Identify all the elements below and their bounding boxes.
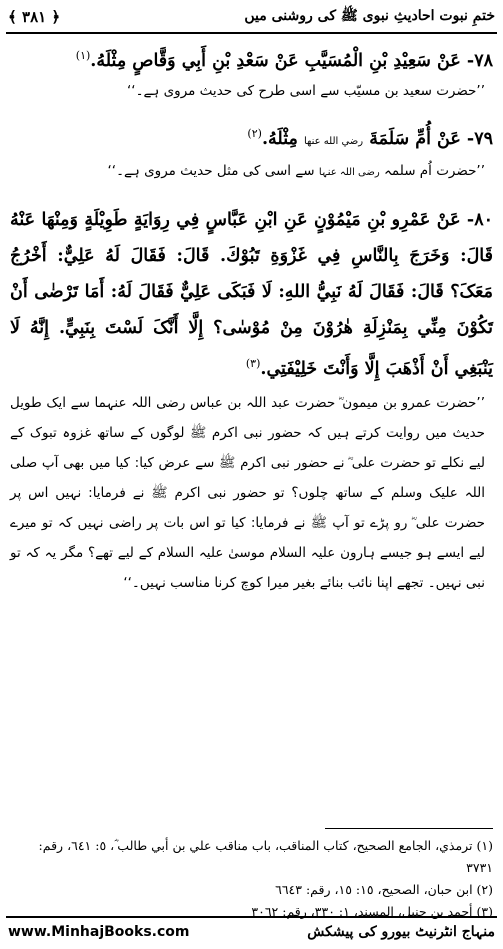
header-rule (6, 32, 497, 34)
footnote-ref-2[interactable]: (٢) (247, 127, 262, 140)
footnote-3: (٣) أحمد بن حنبل، المسند، ١: ٣٣٠، رقم: ٣٠٦٢ (251, 904, 493, 919)
hadith-78-translation: ’’حضرت سعید بن مسیّب سے اسی طرح کی حدیث مروی ہے۔‘‘ (127, 83, 485, 99)
footnote-1: (١) ترمذي، الجامع الصحيح، کتاب المناقب، باب مناقب علي بن أبي طالب ؓ، ٥: ٦٤١، رقم: ٣٧٣١ (38, 838, 493, 875)
hadith-80-arabic (10, 202, 493, 388)
page-footer (8, 919, 495, 945)
footnotes (10, 835, 493, 923)
hadith-78 (10, 38, 493, 116)
hadith-80-urdu (10, 388, 493, 688)
hadith-78-arabic (10, 38, 493, 76)
footnote-ref-1[interactable]: (١) (75, 49, 91, 62)
footer-url-link[interactable]: www.MinhajBooks.com (8, 924, 190, 940)
footer-publisher: منہاج انٹرنیٹ بیورو کی پیشکش (307, 924, 495, 940)
hadith-80-translation: ’’حضرت عمرو بن میمون ؓ حضرت عبد اللہ بن عباس رضی اللہ عنہما سے ایک طویل حدیث میں روایت کرتے ہیں کہ حضور نبی اکرم ﷺ لوگوں کے ساتھ غزوہ تبوک کے لیے نکلے تو حضرت علی ؓ نے حضور نبی اکرم ﷺ سے عرض کیا: کیا میں بھی آپ صلی اللہ علیک وسلم کے ساتھ چلوں؟ تو حضور نبی اکرم ﷺ نے فرمایا: نہیں اس پر حضرت علی ؓ رو پڑے تو آپ ﷺ نے فرمایا: کیا تو اس بات پر راضی نہیں کہ تو میرے لیے ایسے ہو جیسے ہارون علیہ السلام موسیٰ علیہ السلام کے لیے تھے؟ مگر یہ کہ تو نبی نہیں۔ تجھے اپنا نائب بنائے بغیر میرا کوچ کرنا مناسب نہیں۔‘‘ (10, 395, 485, 591)
hadith-78-urdu (10, 76, 493, 116)
hadith-79-urdu (10, 156, 493, 202)
header-title: ختمِ نبوت احادیثِ نبوی ﷺ کی روشنی میں (244, 8, 495, 24)
footnote-rule (325, 828, 493, 829)
hadith-79-urdu-honorific: رضی اللہ عنہا (318, 167, 380, 178)
footnote-ref-3[interactable]: (٣) (245, 357, 261, 370)
footnote-2: (٢) ابن حبان، الصحيح، ١٥: ١٥، رقم: ٦٦٤٣ (275, 882, 493, 897)
hadith-79-translation-a: ’’حضرت اُم سلمہ (384, 163, 485, 179)
hadith-79-arabic (10, 116, 493, 156)
page-content (10, 38, 493, 688)
hadith-78-text: ٧٨- عَنْ سَعِيْدِ بْنِ الْمُسَيَّبِ عَنْ سَعْدِ بْنِ أَبِي وَقَّاصٍ مِثْلَهُ. (90, 50, 493, 71)
page-number: ﴿ ۳۸۱ ﴾ (8, 8, 61, 26)
hadith-80-text: ٨٠- عَنْ عَمْرِو بْنِ مَيْمُوْنٍ عَنِ ابْنِ عَبَّاسٍ فِي رِوَايَةٍ طَوِيْلَةٍ وَمِنْهَا عَنْهُ قَالَ: وَخَرَجَ بِالنَّاسِ فِي غَزْوَةِ تَبُوْكَ. قَالَ: فَقَالَ لَهُ عَلِيٌّ: أَخْرُجُ مَعَکَ؟ قَالَ: فَقَالَ لَهُ نَبِيُّ اللهِ: لَا فَبَکَى عَلِيٌّ فَقَالَ لَهُ: أَمَا تَرْضٰى أَنْ تَکُوْنَ مِنِّي بِمَنْزِلَةِ هٰرُوْنَ مِنْ مُوْسٰى؟ إِلَّا أَنَّکَ لَسْتَ بِنَبِيٍّ. إِنَّهُ لَا يَنْبَغِي أَنْ أَذْهَبَ إِلَّا وَأَنْتَ خَلِيْفَتِي. (10, 210, 493, 379)
hadith-79-honorific: رضي الله عنها (303, 135, 364, 147)
hadith-79 (10, 116, 493, 202)
hadith-80 (10, 202, 493, 688)
hadith-79-text-a: ٧٩- عَنْ أُمِّ سَلَمَةَ (369, 128, 493, 149)
page-header (8, 4, 495, 30)
hadith-79-text-b: مِثْلَهُ. (261, 128, 298, 149)
footer-rule (6, 916, 497, 918)
hadith-79-translation-b: سے اسی کی مثل حدیث مروی ہے۔‘‘ (107, 163, 315, 179)
